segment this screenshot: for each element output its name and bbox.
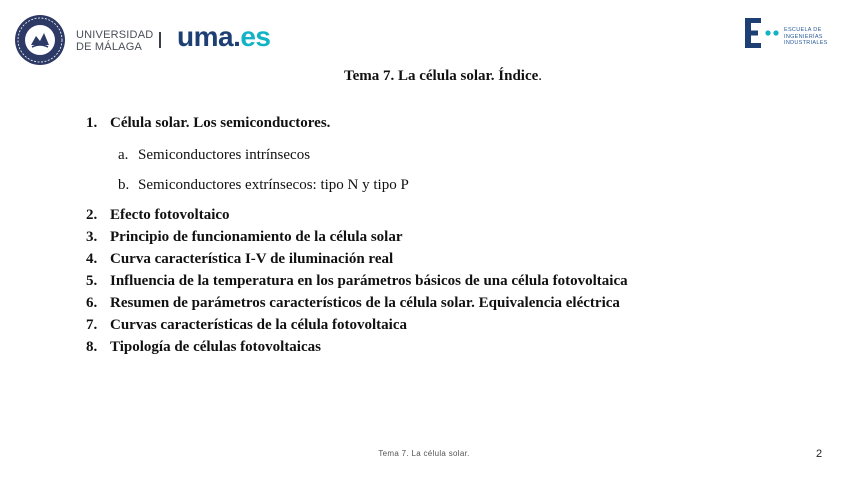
uma-logo-part1: uma [177, 21, 234, 52]
toc-item-number: 5. [86, 273, 98, 289]
school-logo-line3: INDUSTRIALES [784, 40, 828, 46]
toc-subitem-letter: a. [118, 147, 129, 163]
toc-item-label: Influencia de la temperatura en los parámetros básicos de una célula fotovoltaica [110, 273, 628, 289]
university-name-line1: UNIVERSIDAD [76, 29, 154, 41]
slide-header [0, 0, 848, 70]
toc-item-label: Tipología de células fotovoltaicas [110, 339, 321, 355]
school-logo-line1: ESCUELA DE [784, 27, 822, 33]
toc-item-number: 6. [86, 295, 98, 311]
university-name [76, 29, 153, 53]
toc-item-number: 7. [86, 317, 98, 333]
toc-item-label: Célula solar. Los semiconductores. [110, 115, 331, 131]
toc-item-label: Principio de funcionamiento de la célula solar [110, 229, 403, 245]
toc-item-6 [86, 292, 806, 314]
school-logo-line2: INGENIERÍAS [784, 33, 823, 40]
toc-item-2 [86, 204, 806, 226]
uma-logo-part2: es [240, 21, 271, 52]
university-name-line2: DE MÁLAGA [76, 41, 142, 53]
toc-subitem-label: Semiconductores extrínsecos: tipo N y tipo P [138, 177, 409, 193]
toc-item-5 [86, 270, 806, 292]
toc-item-label: Curvas características de la célula fotovoltaica [110, 317, 408, 333]
toc-item-number: 8. [86, 339, 98, 355]
toc-subitems [86, 140, 806, 200]
toc-item-8 [86, 336, 806, 358]
toc-item-4 [86, 248, 806, 270]
toc-subitem-a [86, 140, 806, 170]
toc-item-number: 2. [86, 207, 98, 223]
toc-subitem-label: Semiconductores intrínsecos [138, 147, 311, 163]
uma-es-logo [177, 22, 271, 52]
slide-title-period: . [538, 68, 543, 84]
toc-subitem-b [86, 170, 806, 200]
toc-item-number: 4. [86, 251, 98, 267]
toc-item-label: Efecto fotovoltaico [110, 207, 230, 223]
toc-item-1 [86, 112, 806, 134]
uma-logo-dot: . [233, 21, 241, 52]
toc-item-7 [86, 314, 806, 336]
university-seal-icon [14, 14, 66, 66]
toc-item-label: Curva característica I-V de iluminación real [110, 251, 394, 267]
toc-item-number: 3. [86, 229, 98, 245]
toc-item-3 [86, 226, 806, 248]
toc-subitem-letter: b. [118, 177, 130, 193]
logo-divider [159, 32, 161, 48]
slide-title-text: Tema 7. La célula solar. Índice [343, 68, 539, 84]
page-number: 2 [816, 448, 823, 460]
toc-item-label: Resumen de parámetros característicos de la célula solar. Equivalencia eléctrica [110, 295, 620, 311]
table-of-contents [86, 112, 806, 358]
slide-footer: Tema 7. La célula solar. [378, 449, 470, 458]
toc-item-number: 1. [86, 115, 98, 131]
school-logo-text [784, 27, 828, 47]
slide-title [0, 68, 848, 85]
